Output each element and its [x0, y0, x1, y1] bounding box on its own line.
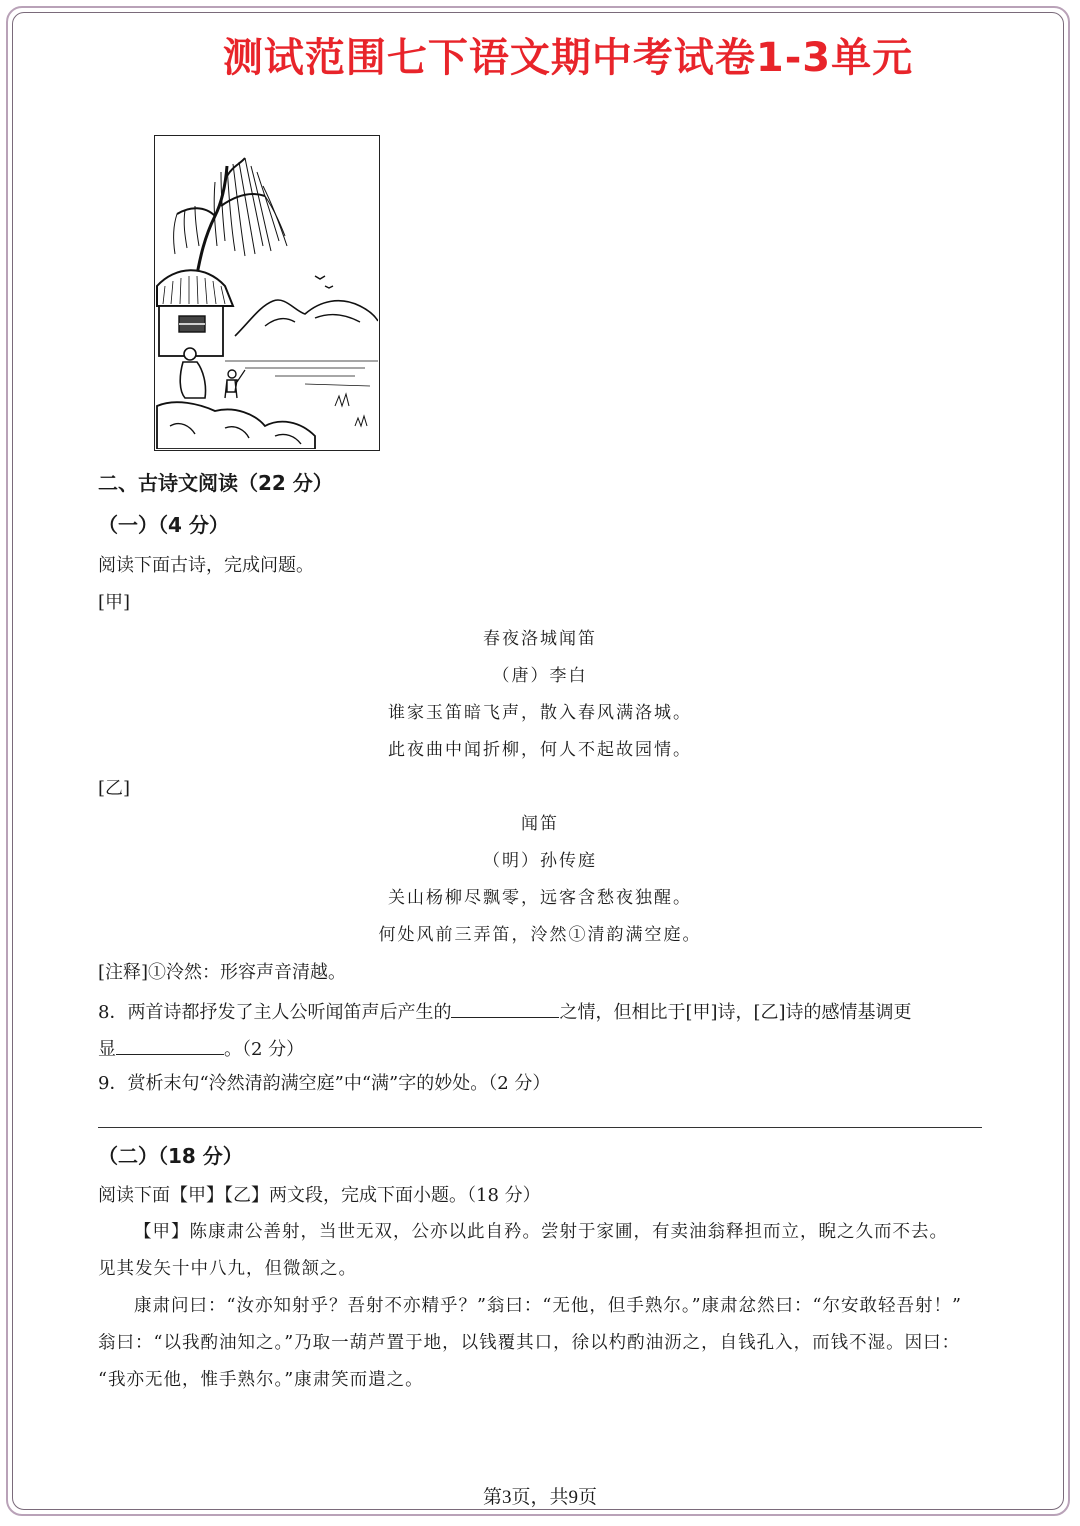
- annotation-note: [注释]①泠然：形容声音清越。: [98, 962, 347, 983]
- poem-b-line2: 何处风前三弄笛，泠然①清韵满空庭。: [378, 925, 702, 945]
- passage-a-line2: 见其发矢十中八九，但微颔之。: [98, 1259, 357, 1279]
- answer-blank-1[interactable]: [451, 999, 559, 1018]
- section-heading: 二、古诗文阅读（22 分）: [98, 471, 333, 495]
- passage-a-line5: “我亦无他，惟手熟尔。”康肃笑而遣之。: [98, 1370, 424, 1390]
- poem-b-title: 闻笛: [521, 814, 559, 834]
- poem-a-line1: 谁家玉笛暗飞声，散入春风满洛城。: [388, 703, 692, 723]
- part1-instruction: 阅读下面古诗，完成问题。: [98, 555, 314, 576]
- poem-a-author: （唐）李白: [492, 666, 588, 686]
- landscape-ink-illustration: [154, 135, 380, 451]
- answer-blank-2[interactable]: [116, 1036, 224, 1055]
- poem-a-tag: [甲]: [98, 592, 131, 613]
- poem-b-tag: [乙]: [98, 778, 131, 799]
- page-number: 第3页，共9页: [482, 1487, 597, 1508]
- passage-a-line3: 康肃问曰：“汝亦知射乎？吾射不亦精乎？”翁曰：“无他，但手熟尔。”康肃忿然曰：“尔安敢轻吾射！”: [134, 1296, 962, 1316]
- question-8-text-c: 显: [98, 1039, 116, 1060]
- question-8-text-a: 8．两首诗都抒发了主人公听闻笛声后产生的: [98, 1002, 452, 1023]
- poem-a-title: 春夜洛城闻笛: [483, 629, 597, 649]
- part2-heading: （二）（18 分）: [98, 1144, 243, 1168]
- passage-a: [98, 1214, 1003, 1399]
- passage-a-line1: 【甲】陈康肃公善射，当世无双，公亦以此自矜。尝射于家圃，有卖油翁释担而立，睨之久而不去。: [134, 1222, 948, 1242]
- poem-b-line1: 关山杨柳尽飘零，远客含愁夜独醒。: [388, 888, 692, 908]
- passage-a-line4: 翁曰：“以我酌油知之。”乃取一葫芦置于地，以钱覆其口，徐以杓酌油沥之，自钱孔入，而钱不湿。因曰：: [98, 1333, 961, 1353]
- question-8: [98, 999, 912, 1024]
- question-8-text-d: 。（2 分）: [224, 1039, 305, 1060]
- question-8-cont: [98, 1036, 304, 1061]
- part1-heading: （一）（4 分）: [98, 513, 229, 537]
- question-9: 9．赏析末句“泠然清韵满空庭”中“满”字的妙处。（2 分）: [98, 1073, 551, 1094]
- page-title: 测试范围七下语文期中考试卷1-3单元: [222, 35, 914, 81]
- poem-b-author: （明）孙传庭: [483, 851, 597, 871]
- poem-a-line2: 此夜曲中闻折柳，何人不起故园情。: [388, 740, 692, 760]
- answer-line: [98, 1127, 982, 1128]
- question-8-text-b: 之情，但相比于[甲]诗，[乙]诗的感情基调更: [559, 1002, 912, 1023]
- part2-instruction: 阅读下面【甲】【乙】两文段，完成下面小题。（18 分）: [98, 1185, 541, 1206]
